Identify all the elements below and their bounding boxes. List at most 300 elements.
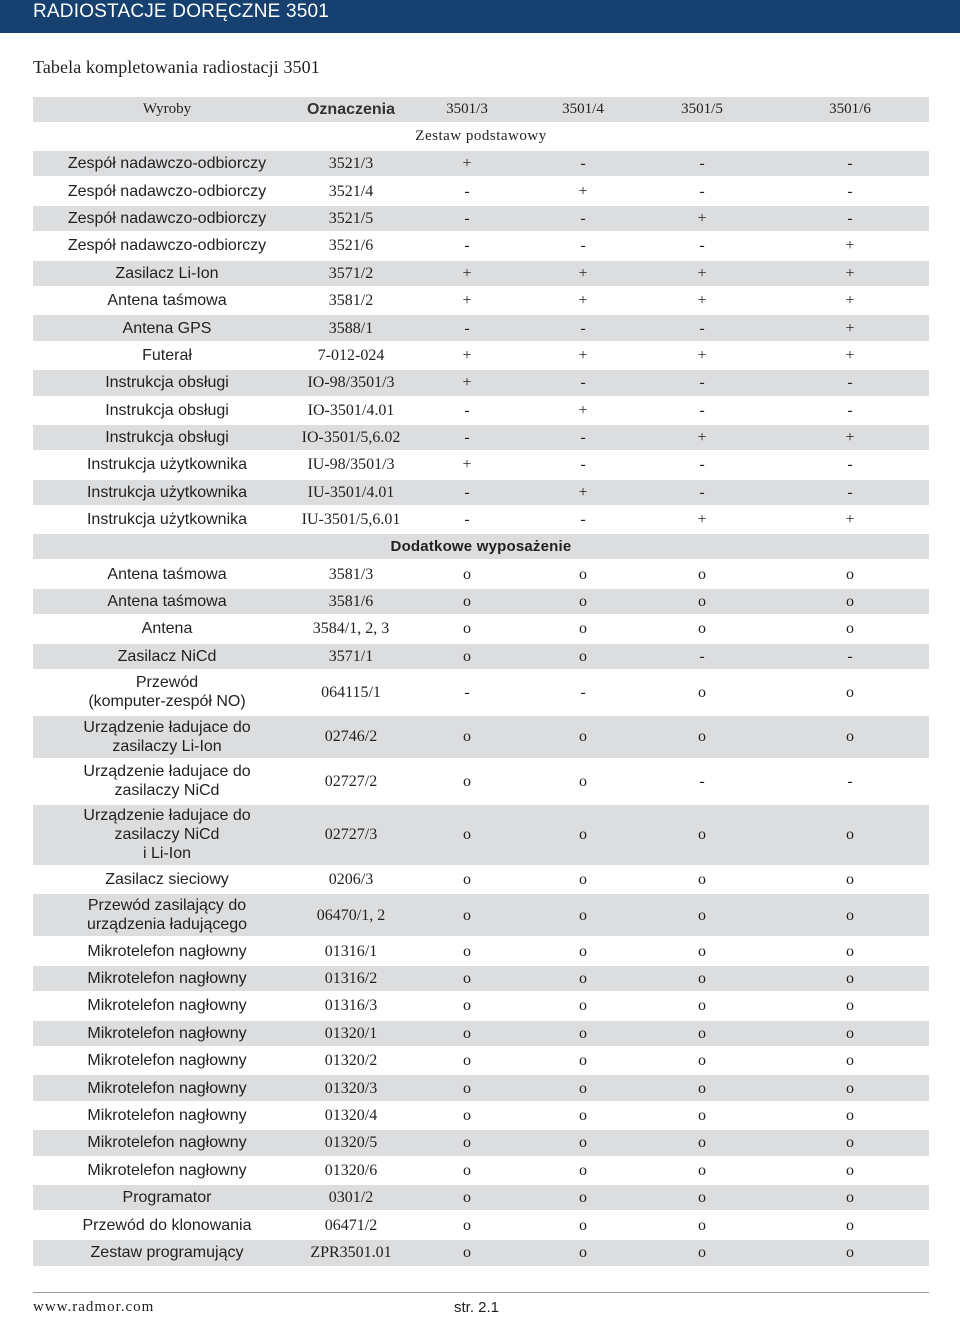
availability-cell: o <box>401 560 533 587</box>
availability-cell: - <box>771 397 929 424</box>
product-name-line: Mikrotelefon nagłowny <box>87 1161 247 1179</box>
designation-cell: 3571/2 <box>301 260 401 287</box>
availability-cell: o <box>771 992 929 1019</box>
product-name-cell <box>33 804 301 866</box>
availability-cell: - <box>533 232 633 259</box>
product-name-line: Instrukcja użytkownika <box>86 456 248 474</box>
section-title: Zestaw podstawowy <box>33 123 929 150</box>
table-row <box>33 232 929 259</box>
product-name-line: Antena <box>141 620 193 638</box>
table-header-row <box>33 96 929 123</box>
product-name-line: Mikrotelefon nagłowny <box>87 1134 247 1152</box>
availability-cell: + <box>771 232 929 259</box>
availability-cell: o <box>533 1157 633 1184</box>
availability-cell: - <box>633 451 771 478</box>
availability-cell: o <box>771 1074 929 1101</box>
designation-cell: 3521/4 <box>301 177 401 204</box>
availability-cell: o <box>633 1020 771 1047</box>
availability-cell: o <box>771 715 929 760</box>
product-name-cell <box>33 205 301 232</box>
designation-cell: 01320/3 <box>301 1074 401 1101</box>
table-row <box>33 342 929 369</box>
availability-cell: o <box>771 1157 929 1184</box>
availability-cell: o <box>633 937 771 964</box>
designation-cell: IO-3501/5,6.02 <box>301 424 401 451</box>
designation-cell: 01316/2 <box>301 965 401 992</box>
availability-cell: o <box>533 804 633 866</box>
table-row <box>33 715 929 760</box>
availability-cell: o <box>771 866 929 893</box>
table-row <box>33 992 929 1019</box>
availability-cell: o <box>401 759 533 804</box>
product-name-line: Urządzenie ładujace do <box>83 807 251 825</box>
designation-cell: 06470/1, 2 <box>301 893 401 938</box>
availability-cell: o <box>401 615 533 642</box>
designation-cell: IO-3501/4.01 <box>301 397 401 424</box>
product-name-cell <box>33 1157 301 1184</box>
table-row <box>33 643 929 670</box>
availability-cell: - <box>401 314 533 341</box>
product-name-cell <box>33 342 301 369</box>
header-cell-3501-5: 3501/5 <box>633 96 771 123</box>
availability-cell: + <box>533 177 633 204</box>
table-row <box>33 314 929 341</box>
product-name-cell <box>33 615 301 642</box>
product-name-line: Instrukcja użytkownika <box>86 511 248 529</box>
table-row <box>33 965 929 992</box>
table-row <box>33 1129 929 1156</box>
table-row <box>33 397 929 424</box>
header-bar <box>0 0 960 33</box>
designation-cell: 06471/2 <box>301 1211 401 1238</box>
header-cell-3501-3: 3501/3 <box>401 96 533 123</box>
header-cell-products: Wyroby <box>33 96 301 123</box>
availability-cell: o <box>533 759 633 804</box>
designation-cell: 01320/5 <box>301 1129 401 1156</box>
designation-cell: ZPR3501.01 <box>301 1239 401 1266</box>
table-row <box>33 670 929 715</box>
availability-cell: - <box>633 479 771 506</box>
availability-cell: o <box>771 588 929 615</box>
availability-cell: o <box>401 1129 533 1156</box>
availability-cell: - <box>633 150 771 177</box>
product-name-line: Przewód <box>135 674 199 692</box>
availability-cell: o <box>633 893 771 938</box>
product-name-line: Zestaw programujący <box>90 1244 244 1262</box>
product-name-cell <box>33 560 301 587</box>
availability-cell: - <box>533 205 633 232</box>
availability-cell: - <box>771 205 929 232</box>
availability-cell: o <box>771 893 929 938</box>
product-name-cell <box>33 1074 301 1101</box>
availability-cell: - <box>771 150 929 177</box>
availability-cell: o <box>633 804 771 866</box>
availability-cell: - <box>633 232 771 259</box>
product-name-line: (komputer-zespół NO) <box>88 693 246 711</box>
footer-url: www.radmor.com <box>33 1299 155 1315</box>
availability-cell: o <box>533 643 633 670</box>
section-header-row <box>33 123 929 150</box>
availability-cell: + <box>533 260 633 287</box>
product-name-line: Instrukcja użytkownika <box>86 483 248 501</box>
table-row <box>33 1211 929 1238</box>
product-name-line: Urządzenie ładujace do <box>83 763 251 781</box>
footer-divider <box>33 1292 929 1293</box>
product-name-line: Mikrotelefon nagłowny <box>87 942 247 960</box>
header-cell-codes: Oznaczenia <box>301 96 401 123</box>
availability-cell: - <box>771 369 929 396</box>
table-row <box>33 588 929 615</box>
page-number: str. 2.1 <box>454 1299 500 1316</box>
availability-cell: o <box>633 715 771 760</box>
availability-cell: + <box>633 342 771 369</box>
availability-cell: o <box>401 937 533 964</box>
availability-cell: o <box>633 1074 771 1101</box>
designation-cell: 01320/4 <box>301 1102 401 1129</box>
availability-cell: - <box>771 177 929 204</box>
designation-cell: 02727/3 <box>301 804 401 866</box>
product-name-cell <box>33 451 301 478</box>
table-row <box>33 1047 929 1074</box>
availability-cell: o <box>401 1102 533 1129</box>
availability-cell: o <box>633 615 771 642</box>
product-name-line: Przewód zasilający do <box>87 897 247 915</box>
product-name-cell <box>33 150 301 177</box>
availability-cell: o <box>771 804 929 866</box>
availability-cell: + <box>533 397 633 424</box>
availability-cell: o <box>533 1129 633 1156</box>
availability-cell: + <box>633 506 771 533</box>
table-row <box>33 177 929 204</box>
table-row <box>33 1074 929 1101</box>
product-name-line: Zasilacz NiCd <box>117 647 217 665</box>
designation-cell: 0301/2 <box>301 1184 401 1211</box>
availability-cell: + <box>633 287 771 314</box>
product-name-line: Antena taśmowa <box>107 565 227 583</box>
availability-cell: o <box>771 965 929 992</box>
availability-cell: o <box>633 560 771 587</box>
availability-cell: - <box>401 479 533 506</box>
designation-cell: IU-3501/4.01 <box>301 479 401 506</box>
product-name-cell <box>33 893 301 938</box>
table-row <box>33 759 929 804</box>
section-title: Dodatkowe wyposażenie <box>33 533 929 560</box>
designation-cell: 3584/1, 2, 3 <box>301 615 401 642</box>
availability-cell: + <box>401 287 533 314</box>
availability-cell: o <box>533 1102 633 1129</box>
availability-cell: + <box>771 314 929 341</box>
product-name-cell <box>33 866 301 893</box>
availability-cell: o <box>771 670 929 715</box>
availability-cell: + <box>533 342 633 369</box>
product-name-line: Mikrotelefon nagłowny <box>87 997 247 1015</box>
availability-cell: + <box>771 260 929 287</box>
availability-cell: o <box>533 866 633 893</box>
product-name-cell <box>33 314 301 341</box>
product-name-cell <box>33 937 301 964</box>
availability-cell: - <box>533 670 633 715</box>
availability-cell: + <box>401 150 533 177</box>
availability-cell: o <box>533 1020 633 1047</box>
header-cell-3501-6: 3501/6 <box>771 96 929 123</box>
product-name-line: urządzenia ładującego <box>86 916 248 934</box>
designation-cell: 3588/1 <box>301 314 401 341</box>
availability-cell: o <box>633 670 771 715</box>
availability-cell: - <box>401 232 533 259</box>
availability-cell: o <box>401 1047 533 1074</box>
designation-cell: 3581/2 <box>301 287 401 314</box>
availability-cell: - <box>401 397 533 424</box>
availability-cell: - <box>633 643 771 670</box>
availability-cell: o <box>771 615 929 642</box>
table-row <box>33 424 929 451</box>
product-name-cell <box>33 759 301 804</box>
availability-cell: - <box>633 397 771 424</box>
availability-cell: + <box>633 205 771 232</box>
table-row <box>33 205 929 232</box>
product-name-cell <box>33 479 301 506</box>
availability-cell: + <box>771 287 929 314</box>
table-row <box>33 1157 929 1184</box>
availability-cell: - <box>401 424 533 451</box>
product-name-line: i Li-Ion <box>142 845 192 863</box>
availability-cell: + <box>771 506 929 533</box>
table-row <box>33 506 929 533</box>
availability-cell: o <box>771 560 929 587</box>
designation-cell: 3521/3 <box>301 150 401 177</box>
availability-cell: - <box>401 670 533 715</box>
availability-cell: - <box>533 506 633 533</box>
availability-cell: o <box>633 588 771 615</box>
product-name-cell <box>33 397 301 424</box>
availability-cell: - <box>533 369 633 396</box>
product-name-cell <box>33 1184 301 1211</box>
designation-cell: 01316/3 <box>301 992 401 1019</box>
availability-cell: o <box>771 1211 929 1238</box>
section-header-row <box>33 533 929 560</box>
designation-cell: 3571/1 <box>301 643 401 670</box>
product-name-cell <box>33 1020 301 1047</box>
product-name-line: Programator <box>122 1189 212 1207</box>
availability-cell: o <box>633 1211 771 1238</box>
table-row <box>33 1020 929 1047</box>
product-name-line: Instrukcja obsługi <box>105 374 229 392</box>
availability-cell: o <box>533 1184 633 1211</box>
product-name-cell <box>33 1129 301 1156</box>
availability-cell: o <box>533 560 633 587</box>
availability-cell: o <box>401 992 533 1019</box>
table-row <box>33 150 929 177</box>
product-name-cell <box>33 1047 301 1074</box>
product-name-cell <box>33 287 301 314</box>
product-name-line: Antena GPS <box>122 319 212 337</box>
availability-cell: o <box>533 893 633 938</box>
table-row <box>33 1239 929 1266</box>
availability-cell: o <box>633 1184 771 1211</box>
availability-cell: - <box>771 643 929 670</box>
availability-cell: + <box>401 369 533 396</box>
availability-cell: o <box>401 715 533 760</box>
availability-cell: o <box>533 1211 633 1238</box>
header-title: RADIOSTACJE DORĘCZNE 3501 <box>33 1 330 22</box>
product-name-cell <box>33 424 301 451</box>
product-name-line: Mikrotelefon nagłowny <box>87 1106 247 1124</box>
availability-cell: + <box>401 342 533 369</box>
product-name-line: zasilaczy Li-Ion <box>112 737 222 755</box>
product-name-line: Antena taśmowa <box>107 593 227 611</box>
completion-table <box>33 95 929 1266</box>
product-name-cell <box>33 1239 301 1266</box>
availability-cell: + <box>533 479 633 506</box>
availability-cell: o <box>533 965 633 992</box>
designation-cell: 02746/2 <box>301 715 401 760</box>
availability-cell: o <box>771 1020 929 1047</box>
availability-cell: o <box>533 1047 633 1074</box>
designation-cell: 7-012-024 <box>301 342 401 369</box>
availability-cell: o <box>771 1184 929 1211</box>
designation-cell: 3521/5 <box>301 205 401 232</box>
availability-cell: o <box>401 1074 533 1101</box>
availability-cell: + <box>771 342 929 369</box>
product-name-line: Zespół nadawczo-odbiorczy <box>67 155 267 173</box>
availability-cell: + <box>633 424 771 451</box>
table-row <box>33 893 929 938</box>
availability-cell: o <box>771 937 929 964</box>
availability-cell: o <box>401 1239 533 1266</box>
availability-cell: o <box>401 1184 533 1211</box>
availability-cell: o <box>771 1047 929 1074</box>
designation-cell: IU-3501/5,6.01 <box>301 506 401 533</box>
availability-cell: o <box>533 588 633 615</box>
table-row <box>33 479 929 506</box>
designation-cell: 01316/1 <box>301 937 401 964</box>
availability-cell: - <box>533 424 633 451</box>
availability-cell: o <box>533 992 633 1019</box>
availability-cell: - <box>771 759 929 804</box>
product-name-line: Mikrotelefon nagłowny <box>87 1052 247 1070</box>
availability-cell: o <box>633 1157 771 1184</box>
designation-cell: 02727/2 <box>301 759 401 804</box>
product-name-line: Zespół nadawczo-odbiorczy <box>67 237 267 255</box>
designation-cell: 01320/6 <box>301 1157 401 1184</box>
availability-cell: o <box>401 1020 533 1047</box>
availability-cell: o <box>633 992 771 1019</box>
availability-cell: o <box>401 643 533 670</box>
availability-cell: o <box>533 615 633 642</box>
availability-cell: + <box>401 260 533 287</box>
availability-cell: - <box>401 205 533 232</box>
availability-cell: - <box>633 314 771 341</box>
product-name-cell <box>33 232 301 259</box>
table-row <box>33 451 929 478</box>
designation-cell: 0206/3 <box>301 866 401 893</box>
product-name-line: Przewód do klonowania <box>82 1216 252 1234</box>
availability-cell: - <box>401 506 533 533</box>
availability-cell: + <box>401 451 533 478</box>
designation-cell: IU-98/3501/3 <box>301 451 401 478</box>
availability-cell: o <box>401 1157 533 1184</box>
availability-cell: o <box>401 1211 533 1238</box>
availability-cell: o <box>401 804 533 866</box>
document-title: Tabela kompletowania radiostacji 3501 <box>33 57 320 77</box>
availability-cell: o <box>401 893 533 938</box>
availability-cell: - <box>771 479 929 506</box>
product-name-line: Futerał <box>142 346 192 364</box>
availability-cell: o <box>401 588 533 615</box>
availability-cell: o <box>633 1102 771 1129</box>
designation-cell: 3521/6 <box>301 232 401 259</box>
product-name-cell <box>33 715 301 760</box>
product-name-line: Instrukcja obsługi <box>105 401 229 419</box>
product-name-cell <box>33 643 301 670</box>
table-row <box>33 287 929 314</box>
table-row <box>33 1184 929 1211</box>
product-name-cell <box>33 506 301 533</box>
availability-cell: o <box>533 715 633 760</box>
product-name-line: Zespół nadawczo-odbiorczy <box>67 209 267 227</box>
availability-cell: o <box>533 1239 633 1266</box>
product-name-line: Urządzenie ładujace do <box>83 718 251 736</box>
table-row <box>33 866 929 893</box>
availability-cell: o <box>771 1102 929 1129</box>
table-row <box>33 560 929 587</box>
product-name-cell <box>33 260 301 287</box>
product-name-line: Mikrotelefon nagłowny <box>87 1079 247 1097</box>
product-name-line: Mikrotelefon nagłowny <box>87 970 247 987</box>
product-name-cell <box>33 177 301 204</box>
product-name-line: Zespół nadawczo-odbiorczy <box>67 182 267 200</box>
designation-cell: 01320/1 <box>301 1020 401 1047</box>
table-row <box>33 260 929 287</box>
product-name-line: Mikrotelefon nagłowny <box>87 1024 247 1042</box>
availability-cell: - <box>533 451 633 478</box>
availability-cell: + <box>633 260 771 287</box>
product-name-cell <box>33 670 301 715</box>
availability-cell: o <box>533 937 633 964</box>
availability-cell: o <box>401 866 533 893</box>
product-name-cell <box>33 1211 301 1238</box>
table-row <box>33 1102 929 1129</box>
availability-cell: + <box>771 424 929 451</box>
table-row <box>33 369 929 396</box>
table-row <box>33 937 929 964</box>
availability-cell: o <box>533 1074 633 1101</box>
product-name-cell <box>33 369 301 396</box>
product-name-cell <box>33 1102 301 1129</box>
availability-cell: o <box>633 965 771 992</box>
product-name-line: Antena taśmowa <box>107 292 227 310</box>
product-name-line: Instrukcja obsługi <box>105 429 229 447</box>
availability-cell: o <box>633 1239 771 1266</box>
availability-cell: + <box>533 287 633 314</box>
designation-cell: IO-98/3501/3 <box>301 369 401 396</box>
availability-cell: - <box>633 759 771 804</box>
designation-cell: 3581/3 <box>301 560 401 587</box>
availability-cell: o <box>771 1239 929 1266</box>
availability-cell: - <box>633 369 771 396</box>
designation-cell: 064115/1 <box>301 670 401 715</box>
availability-cell: o <box>633 866 771 893</box>
table-row <box>33 615 929 642</box>
table-body <box>33 123 929 1266</box>
designation-cell: 01320/2 <box>301 1047 401 1074</box>
product-name-line: Zasilacz Li-Ion <box>115 264 219 282</box>
availability-cell: o <box>771 1129 929 1156</box>
table-row <box>33 804 929 866</box>
product-name-line: Zasilacz sieciowy <box>105 870 229 888</box>
product-name-cell <box>33 588 301 615</box>
availability-cell: o <box>401 965 533 992</box>
